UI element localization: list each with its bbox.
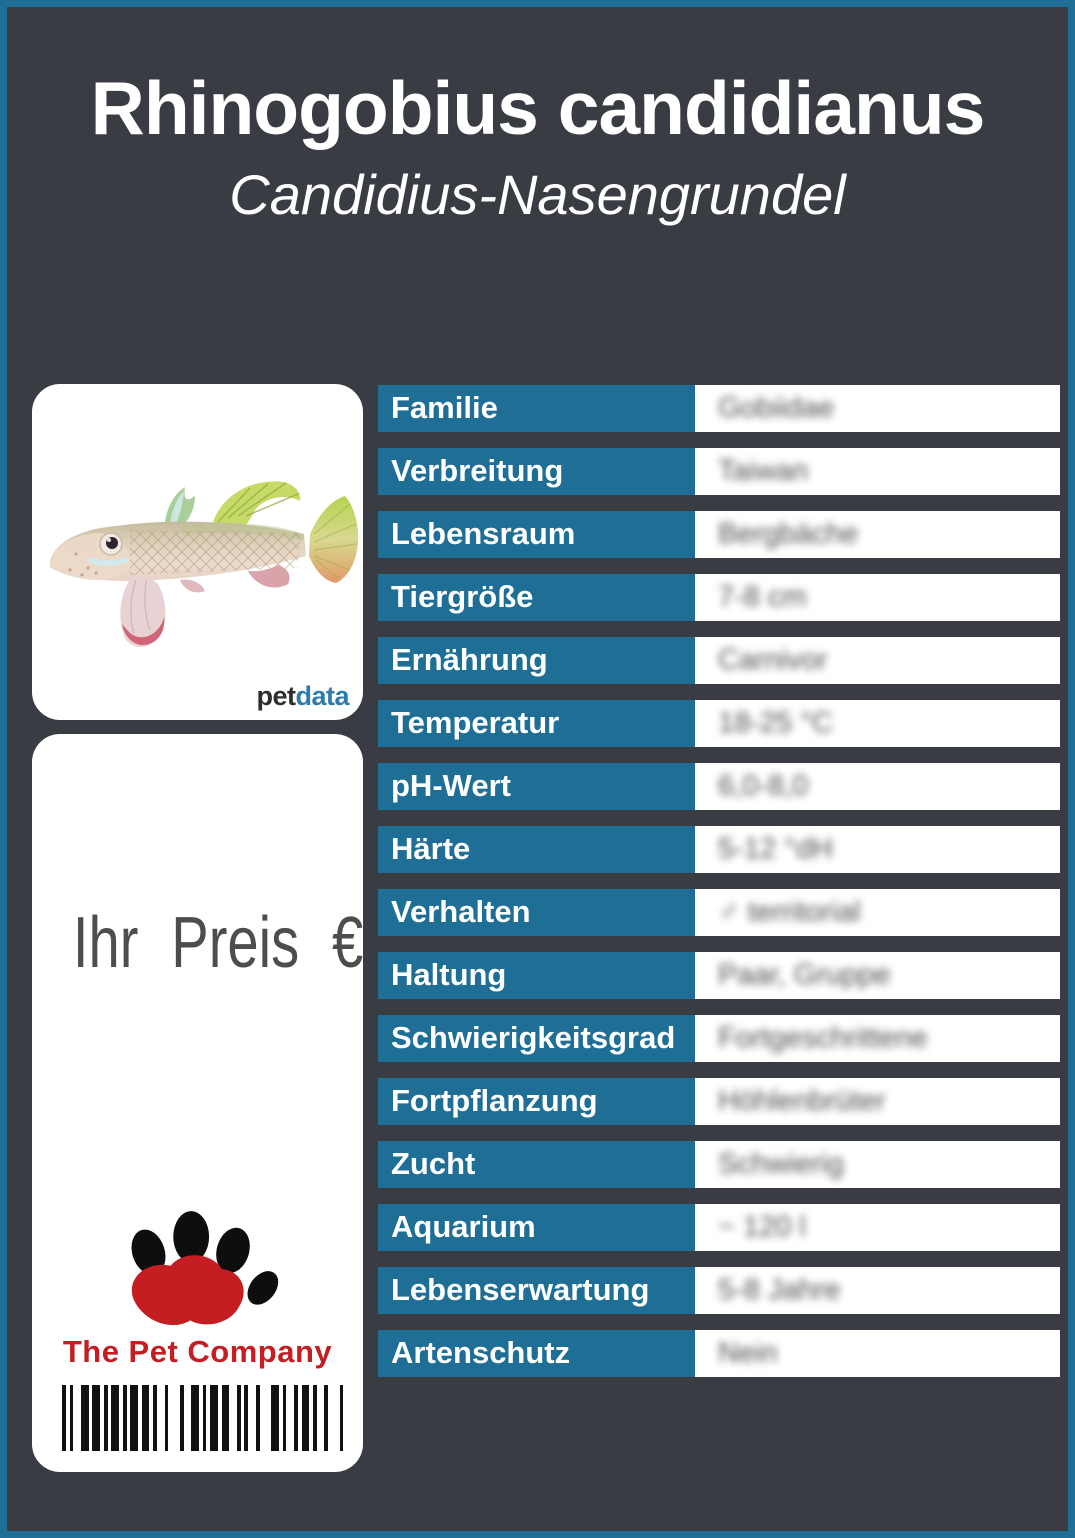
row-value-text: 5-12 °dH [718, 833, 833, 865]
row-label: Tiergröße [378, 574, 695, 621]
row-value [695, 826, 1060, 873]
row-label: Fortpflanzung [378, 1078, 695, 1125]
table-row [378, 952, 1060, 999]
row-value-text: ♂ territorial [718, 896, 861, 928]
price-card [32, 734, 363, 1472]
table-row [378, 1204, 1060, 1251]
petdata-logo-data: data [295, 681, 349, 711]
row-value-text: Fortgeschrittene [718, 1022, 928, 1054]
row-value [695, 385, 1060, 432]
row-value-text: 6,0-8,0 [718, 770, 809, 802]
row-value-text: Carnivor [718, 644, 828, 676]
row-value [695, 574, 1060, 621]
info-table [378, 385, 1060, 1393]
table-row [378, 448, 1060, 495]
row-label: Schwierigkeitsgrad [378, 1015, 695, 1062]
row-label: pH-Wert [378, 763, 695, 810]
row-label: Familie [378, 385, 695, 432]
row-value-text: 18-25 °C [718, 707, 833, 739]
paw-print-icon [100, 1206, 296, 1334]
row-value [695, 1267, 1060, 1314]
row-value [695, 952, 1060, 999]
row-label: Lebensraum [378, 511, 695, 558]
row-value [695, 763, 1060, 810]
table-row [378, 700, 1060, 747]
row-value-text: Bergbäche [718, 518, 859, 550]
row-value [695, 448, 1060, 495]
price-label: Ihr Preis € [72, 903, 364, 983]
row-value-text: Gobiidae [718, 392, 835, 424]
table-row [378, 1330, 1060, 1377]
row-label: Aquarium [378, 1204, 695, 1251]
row-value [695, 889, 1060, 936]
row-label: Verbreitung [378, 448, 695, 495]
row-value-text: Nein [718, 1337, 778, 1369]
price-line [32, 902, 363, 984]
row-value-text: Höhlenbrüter [718, 1085, 886, 1117]
row-value [695, 1015, 1060, 1062]
row-value [695, 1141, 1060, 1188]
row-value-text: ~ 120 l [718, 1211, 806, 1243]
petdata-logo-pet: pet [256, 681, 296, 711]
petdata-logo [256, 681, 349, 712]
row-value [695, 1204, 1060, 1251]
table-row [378, 574, 1060, 621]
species-title: Rhinogobius candidianus [90, 66, 985, 150]
table-row [378, 511, 1060, 558]
row-value-text: Paar, Gruppe [718, 959, 891, 991]
fish-illustration [32, 384, 363, 720]
table-row [378, 826, 1060, 873]
row-label: Zucht [378, 1141, 695, 1188]
species-subtitle: Candidius-Nasengrundel [229, 162, 846, 226]
row-label: Ernährung [378, 637, 695, 684]
row-value [695, 637, 1060, 684]
table-row [378, 763, 1060, 810]
row-value [695, 700, 1060, 747]
table-row [378, 1078, 1060, 1125]
row-label: Haltung [378, 952, 695, 999]
table-row [378, 637, 1060, 684]
row-label: Temperatur [378, 700, 695, 747]
row-value-text: Taiwan [718, 455, 809, 487]
row-value-text: 7-8 cm [718, 581, 807, 613]
row-label: Verhalten [378, 889, 695, 936]
table-row [378, 1015, 1060, 1062]
header [7, 62, 1068, 225]
row-value [695, 511, 1060, 558]
row-value [695, 1078, 1060, 1125]
row-value-text: Schwierig [718, 1148, 844, 1180]
table-row [378, 385, 1060, 432]
table-row [378, 889, 1060, 936]
table-row [378, 1267, 1060, 1314]
barcode [62, 1385, 344, 1451]
row-label: Lebenserwartung [378, 1267, 695, 1314]
row-label: Artenschutz [378, 1330, 695, 1377]
row-label: Härte [378, 826, 695, 873]
row-value [695, 1330, 1060, 1377]
fish-photo-card [32, 384, 363, 720]
company-name: The Pet Company [62, 1334, 333, 1369]
row-value-text: 5-8 Jahre [718, 1274, 841, 1306]
table-row [378, 1141, 1060, 1188]
